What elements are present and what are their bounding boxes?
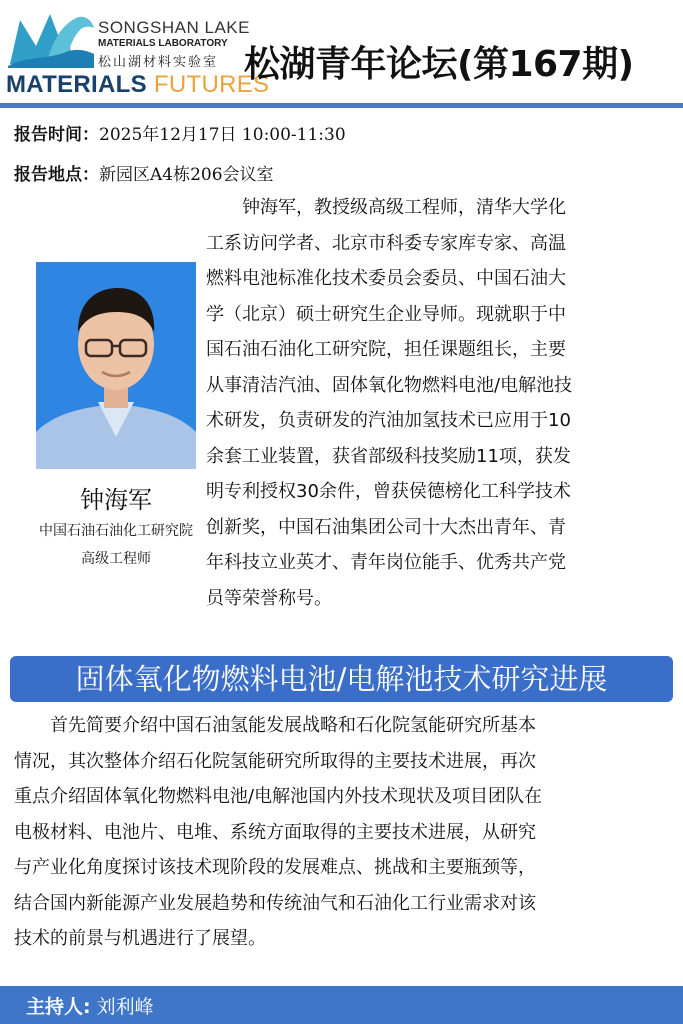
speaker-name: 钟海军: [80, 486, 152, 514]
page-title: 松湖青年论坛(第167期): [244, 44, 634, 85]
abstract-line: 情况，其次整体介绍石化院氢能研究所取得的主要技术进展，再次: [14, 750, 536, 772]
speaker-title: 高级工程师: [81, 551, 151, 567]
talk-abstract: [14, 708, 670, 957]
bio-line: 从事清洁汽油、固体氧化物燃料电池/电解池技: [206, 374, 573, 396]
host-name: 刘利峰: [96, 996, 154, 1018]
speaker-organization: 中国石油石油化工研究院: [39, 523, 193, 539]
bio-line: 学（北京）硕士研究生企业导师。现就职于中: [206, 303, 566, 325]
abstract-line: 技术的前景与机遇进行了展望。: [14, 928, 266, 949]
report-time-row: [14, 120, 346, 145]
bio-line: 术研发，负责研发的汽油加氢技术已应用于10: [206, 410, 571, 431]
time-value: 2025年12月17日 10:00-11:30: [99, 125, 346, 145]
bio-line: 钟海军，教授级高级工程师，清华大学化: [206, 197, 566, 218]
talk-title-banner: 固体氧化物燃料电池/电解池技术研究进展: [10, 656, 673, 702]
bio-line: 燃料电池标准化技术委员会委员、中国石油大: [206, 268, 566, 289]
materials-futures-wordmark: [6, 72, 269, 98]
futures-word: FUTURES: [153, 71, 270, 98]
abstract-line: 电极材料、电池片、电堆、系统方面取得的主要技术进展，从研究: [14, 821, 536, 843]
logo-line-2: MATERIALS LABORATORY: [98, 38, 228, 49]
abstract-line: 结合国内新能源产业发展趋势和传统油气和石油化工行业需求对该: [14, 892, 536, 914]
host-label: 主持人:: [26, 996, 91, 1018]
report-place-row: [14, 160, 274, 185]
bio-line: 明专利授权30余件，曾获侯德榜化工科学技术: [206, 481, 571, 502]
speaker-bio: [206, 190, 666, 616]
bio-line: 年科技立业英才、青年岗位能手、优秀共产党: [206, 552, 566, 573]
logo-line-3: 松山湖材料实验室: [98, 55, 219, 70]
bio-line: 创新奖，中国石油集团公司十大杰出青年、青: [206, 516, 566, 538]
place-value: 新园区A4栋206会议室: [99, 165, 274, 185]
songshan-lake-logo-icon: [6, 6, 96, 68]
time-label: 报告时间：: [14, 125, 99, 145]
header-divider: [0, 103, 683, 108]
abstract-line: 重点介绍固体氧化物燃料电池/电解池国内外技术现状及项目团队在: [14, 786, 543, 807]
bio-line: 工系访问学者、北京市科委专家库专家、高温: [206, 232, 566, 254]
bio-line: 国石油石油化工研究院，担任课题组长，主要: [206, 339, 566, 360]
place-label: 报告地点：: [14, 165, 99, 185]
materials-word: MATERIALS: [6, 71, 147, 98]
abstract-line: 首先简要介绍中国石油氢能发展战略和石化院氢能研究所基本: [14, 715, 536, 736]
abstract-line: 与产业化角度探讨该技术现阶段的发展难点、挑战和主要瓶颈等，: [14, 857, 536, 878]
header: [0, 0, 683, 102]
logo-line-1: SONGSHAN LAKE: [98, 18, 250, 37]
bio-line: 员等荣誉称号。: [206, 587, 332, 609]
speaker-portrait-icon: [36, 262, 196, 469]
bio-line: 余套工业装置，获省部级科技奖励11项，获发: [206, 445, 571, 467]
speaker-photo: [36, 262, 196, 469]
footer-bar: [0, 986, 683, 1024]
host-row: [26, 992, 154, 1019]
